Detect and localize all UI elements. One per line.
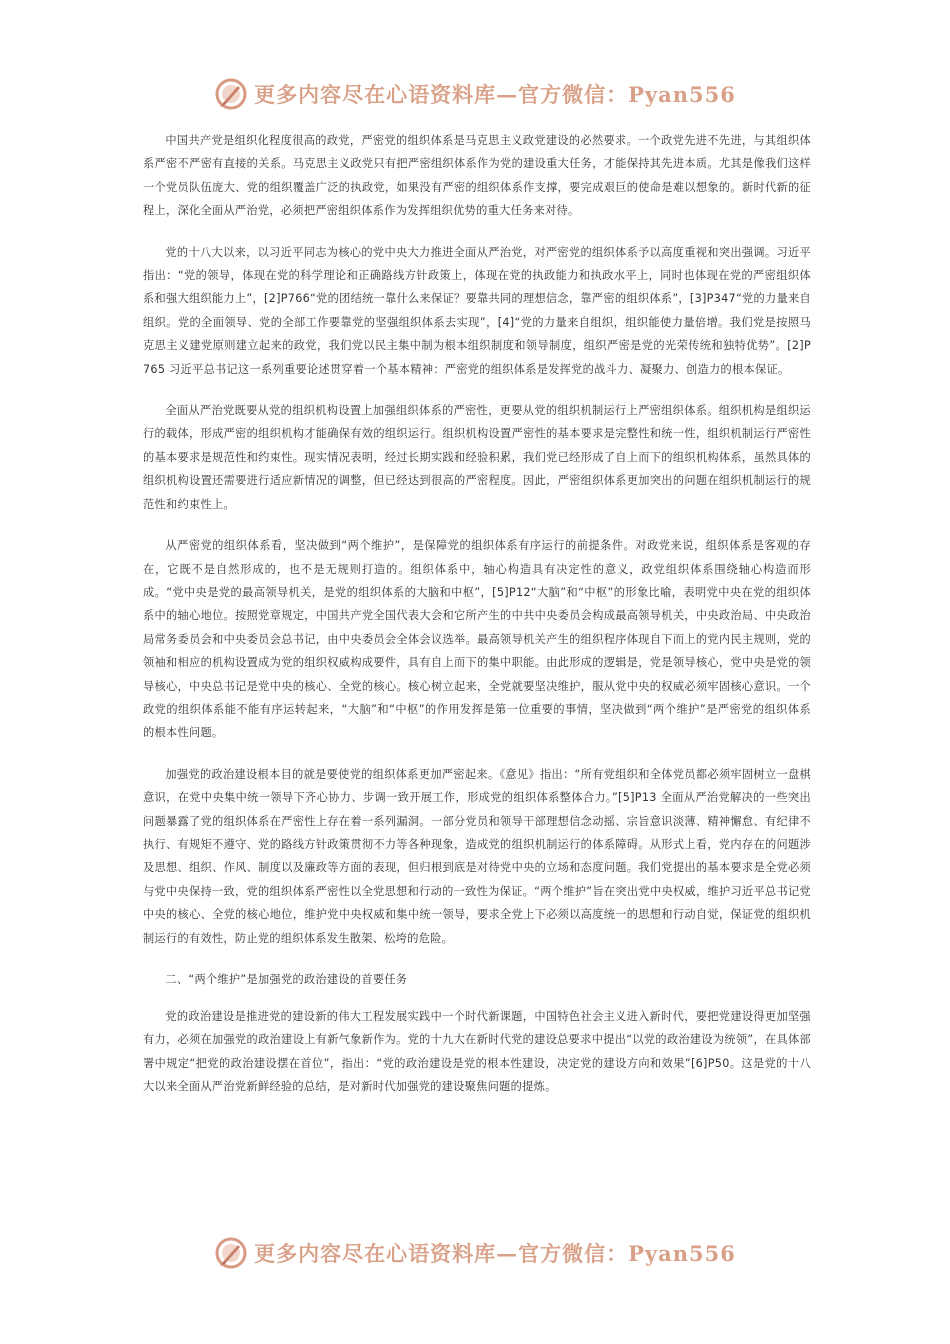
paragraph-3: 全面从严治党既要从党的组织机构设置上加强组织体系的严密性，更要从党的组织机制运行上严密组织体系。组织机构是组织运行的载体，形成严密的组织机构才能确保有效的组织运行。组织机构设置严密性的基本要求是完整性和统一性，组织机制运行严密性的基本要求是规范性和约束性。现实情况表明，经过长期实践和经验积累，我们党已经形成了自上而下的组织机构体系，虽然具体的组织机构设置还需要进行适应新情况的调整，但已经达到很高的严密程度。因此，严密组织体系更加突出的问题在组织机制运行的规范性和约束性上。 [143, 404, 811, 511]
ink-logo-icon [214, 1236, 248, 1270]
paragraph-6: 党的政治建设是推进党的建设新的伟大工程发展实践中一个时代新课题，中国特色社会主义进入新时代，要把党建设得更加坚强有力，必须在加强党的政治建设上有新气象新作为。党的十九大在新时代党的建设总要求中提出“以党的政治建设为统领”，在具体部署中规定“把党的政治建设摆在首位”，指出：“党的政治建设是党的根本性建设，决定党的建设方向和效果”[6]P50。这是党的十八大以来全面从严治党新鲜经验的总结，是对新时代加强党的建设聚焦问题的提炼。 [143, 1010, 811, 1094]
footer-banner [0, 1231, 950, 1275]
paragraph-5: 加强党的政治建设根本目的就是要使党的组织体系更加严密起来。《意见》指出：“所有党组织和全体党员都必须牢固树立一盘棋意识，在党中央集中统一领导下齐心协力、步调一致开展工作，形成党的组织体系整体合力。”[5]P13 全面从严治党解决的一些突出问题暴露了党的组织体系在严密性上存在着一系列漏洞。一部分党员和领导干部理想信念动摇、宗旨意识淡薄、精神懈怠、有纪律不执行、有规矩不遵守、党的路线方针政策贯彻不力等各种现象，造成党的组织机制运行的体系障碍。从形式上看，党内存在的问题涉及思想、组织、作风、制度以及廉政等方面的表现，但归根到底是对待党中央的立场和态度问题。我们党提出的基本要求是全党必须与党中央保持一致，党的组织体系严密性以全党思想和行动的一致性为保证。“两个维护”旨在突出党中央权威，维护习近平总书记党中央的核心、全党的核心地位，维护党中央权威和集中统一领导，要求全党上下必须以高度统一的思想和行动自觉，保证党的组织机制运行的有效性，防止党的组织体系发生散架、松垮的危险。 [143, 767, 811, 945]
paragraph-2: 党的十八大以来，以习近平同志为核心的党中央大力推进全面从严治党，对严密党的组织体系予以高度重视和突出强调。习近平指出：“党的领导，体现在党的科学理论和正确路线方针政策上，体现在党的执政能力和执政水平上，同时也体现在党的严密组织体系和强大组织能力上”，[2]P766“党的团结统一靠什么来保证？要靠共同的理想信念，靠严密的组织体系”，[3]P347“党的力量来自组织。党的全面领导、党的全部工作要靠党的坚强组织体系去实现”，[4]“党的力量来自组织，组织能使力量倍增。我们党是按照马克思主义建党原则建立起来的政党，我们党以民主集中制为根本组织制度和领导制度，组织严密是党的光荣传统和独特优势”。[2]P765 习近平总书记这一系列重要论述贯穿着一个基本精神：严密党的组织体系是发挥党的战斗力、凝聚力、创造力的根本保证。 [143, 245, 811, 376]
paragraph-1: 中国共产党是组织化程度很高的政党，严密党的组织体系是马克思主义政党建设的必然要求。一个政党先进不先进，与其组织体系严密不严密有直接的关系。马克思主义政党只有把严密组织体系作为党的建设重大任务，才能保持其先进本质。尤其是像我们这样一个党员队伍庞大、党的组织覆盖广泛的执政党，如果没有严密的组织体系作支撑，要完成艰巨的使命是难以想象的。新时代新的征程上，深化全面从严治党，必须把严密组织体系作为发挥组织优势的重大任务来对待。 [143, 134, 811, 218]
header-banner [0, 72, 950, 116]
section-heading-2: 二、“两个维护”是加强党的政治建设的首要任务 [165, 973, 408, 986]
paragraph-4: 从严密党的组织体系看，坚决做到“两个维护”，是保障党的组织体系有序运行的前提条件。对政党来说，组织体系是客观的存在，它既不是自然形成的，也不是无规则打造的。组织体系中，轴心构造具有决定性的意义，政党组织体系围绕轴心构造而形成。“党中央是党的最高领导机关，是党的组织体系的大脑和中枢”，[5]P12“大脑”和“中枢”的形象比喻，表明党中央在党的组织体系中的轴心地位。按照党章规定，中国共产党全国代表大会和它所产生的中共中央委员会构成最高领导机关，中央政治局、中央政治局常务委员会和中央委员会总书记，由中央委员会全体会议选举。最高领导机关产生的组织程序体现自下而上的党内民主规则，党的领袖和相应的机构设置成为党的组织权威构成要件，具有自上而下的集中职能。由此形成的逻辑是，党是领导核心，党中央是党的领导核心，中央总书记是党中央的核心、全党的核心。核心树立起来，全党就要坚决维护，服从党中央的权威必须牢固核心意识。一个政党的组织体系能不能有序运转起来，“大脑”和“中枢”的作用发挥是第一位重要的事情，坚决做到“两个维护”是严密党的组织体系的根本性问题。 [143, 539, 811, 740]
banner-text: 更多内容尽在心语资料库—官方微信：Pyan556 [254, 1241, 736, 1266]
banner-text: 更多内容尽在心语资料库—官方微信：Pyan556 [254, 82, 736, 107]
document-body [143, 129, 811, 1117]
ink-logo-icon [214, 77, 248, 111]
